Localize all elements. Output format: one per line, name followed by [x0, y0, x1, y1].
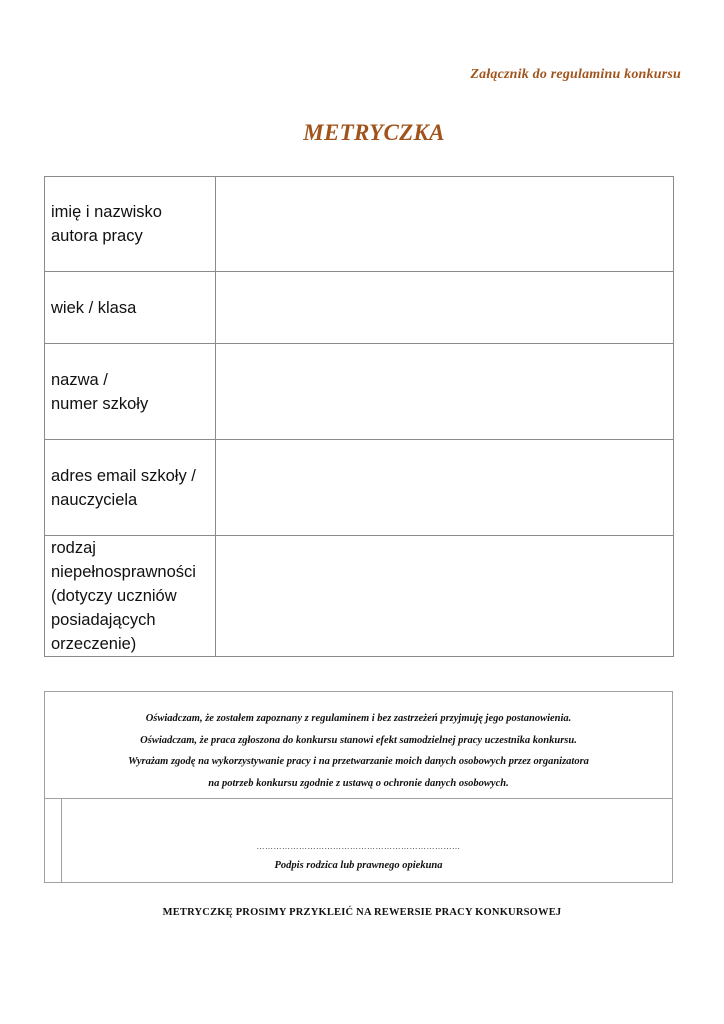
form-row-author: [45, 177, 674, 272]
entry-form-table: [44, 176, 674, 657]
annex-label: Załącznik do regulaminu konkursu: [470, 67, 681, 82]
form-label-school: [45, 344, 216, 440]
form-label-email-text: adres email szkoły / nauczyciela: [51, 466, 196, 509]
declaration-line: na potrzeb konkursu zgodnie z ustawą o ochronie danych osobowych.: [208, 777, 509, 789]
declaration-line: Wyrażam zgodę na wykorzystywanie pracy i na przetwarzanie moich danych osobowych przez organizatora: [128, 756, 589, 767]
signature-line[interactable]: ………………………………………………………………: [256, 842, 461, 851]
declaration-text: [45, 708, 672, 794]
form-label-age-class: [45, 272, 216, 344]
declaration-divider: [45, 798, 672, 799]
form-row-school: [45, 344, 674, 440]
form-field-author[interactable]: [216, 177, 674, 272]
form-label-author-text: imię i nazwisko autora pracy: [51, 203, 162, 245]
form-row-age-class: [45, 272, 674, 344]
declaration-line: Oświadczam, że praca zgłoszona do konkursu stanowi efekt samodzielnej pracy uczestnika konkursu.: [140, 734, 577, 746]
form-field-age-class[interactable]: [216, 272, 674, 344]
form-label-email: [45, 440, 216, 536]
declaration-box: [44, 691, 673, 883]
signature-label: Podpis rodzica lub prawnego opiekuna: [274, 860, 443, 871]
form-label-author: [45, 177, 216, 272]
form-field-school[interactable]: [216, 344, 674, 440]
form-label-age-class-text: wiek / klasa: [51, 298, 137, 317]
form-row-email: [45, 440, 674, 536]
declaration-line: Oświadczam, że zostałem zapoznany z regulaminem i bez zastrzeżeń przyjmuję jego postanowienia.: [145, 713, 572, 724]
form-label-school-text: nazwa / numer szkoły: [51, 370, 149, 413]
form-label-disability: [45, 536, 216, 657]
form-row-disability: [45, 536, 674, 657]
footer-note: METRYCZKĘ PROSIMY PRZYKLEIĆ NA REWERSIE PRACY KONKURSOWEJ: [162, 907, 562, 918]
form-label-disability-text: rodzaj niepełnosprawności (dotyczy uczniów posiadających orzeczenie): [51, 539, 196, 653]
form-field-disability[interactable]: [216, 536, 674, 657]
document-title: METRYCZKA: [303, 120, 445, 145]
form-field-email[interactable]: [216, 440, 674, 536]
